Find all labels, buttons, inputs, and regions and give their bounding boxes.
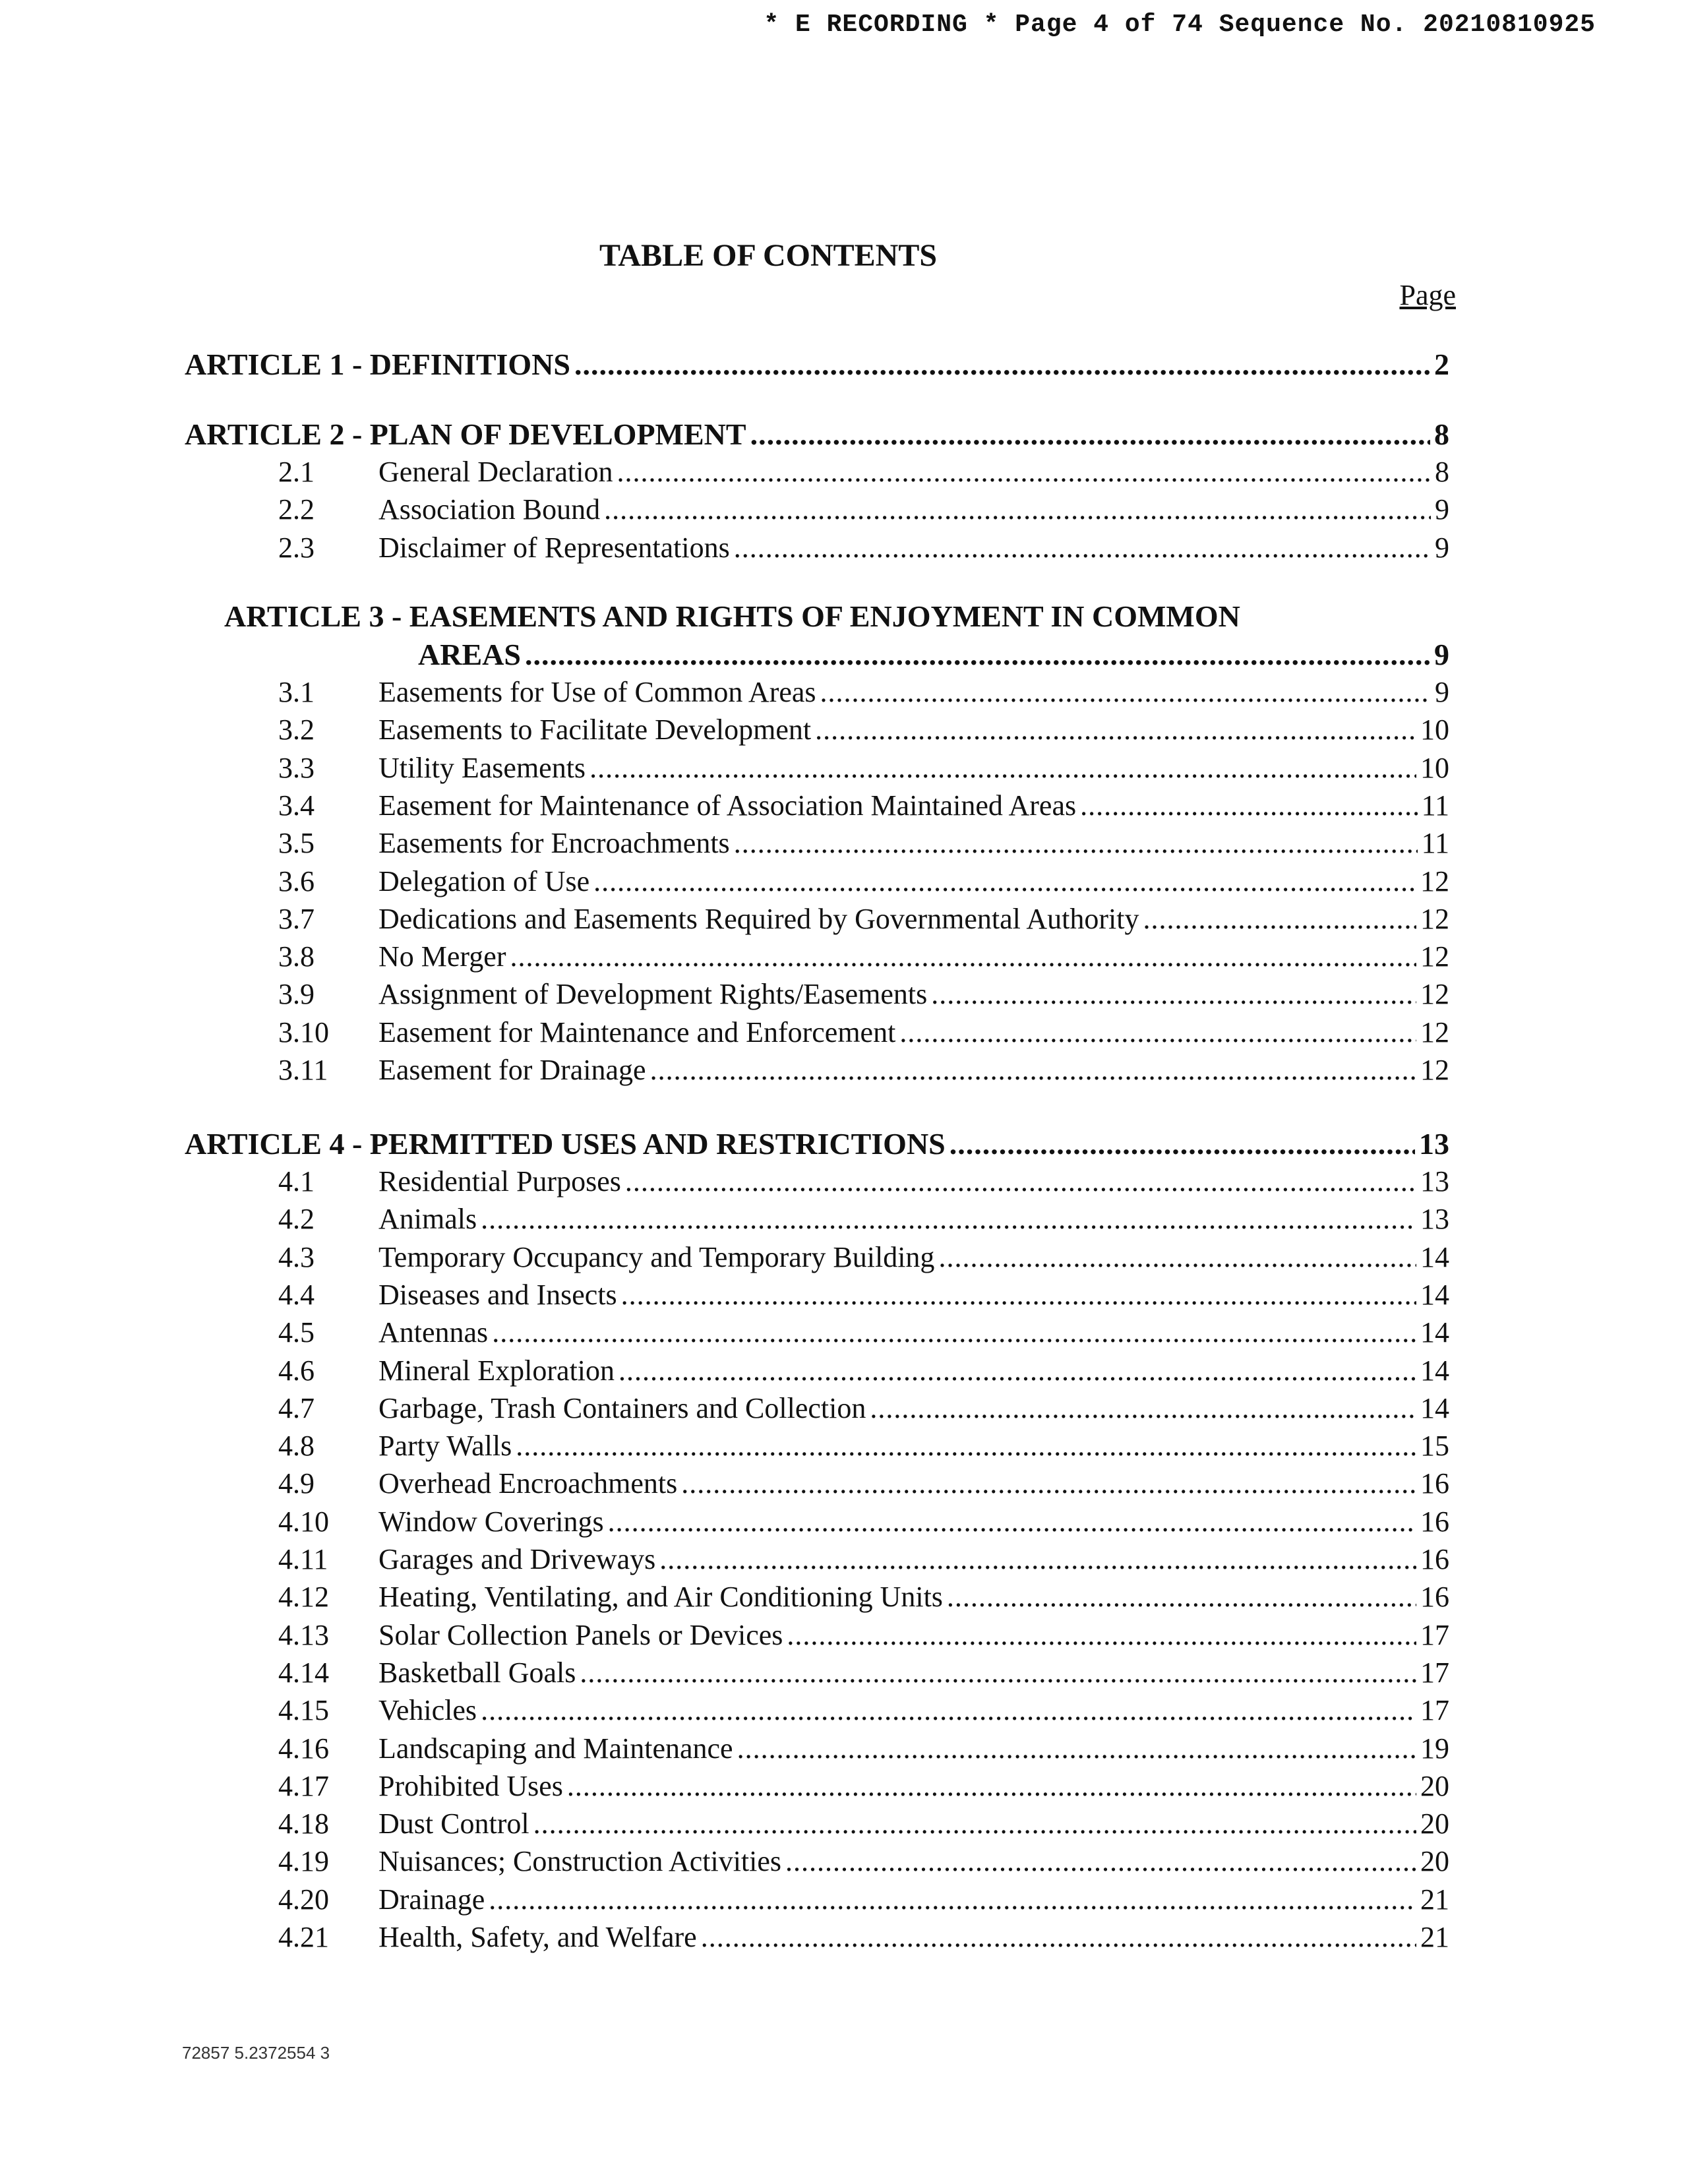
article-page-number: 9 [1434, 638, 1449, 671]
toc-section-row[interactable] [278, 1391, 1449, 1424]
article-title: ARTICLE 2 - PLAN OF DEVELOPMENT [185, 417, 746, 451]
dot-leader [870, 1394, 1416, 1423]
dot-leader [510, 942, 1416, 971]
section-page-number: 17 [1420, 1656, 1449, 1689]
section-number: 4.12 [278, 1581, 329, 1614]
toc-section-row[interactable] [278, 940, 1449, 973]
toc-section-row[interactable] [278, 1240, 1449, 1273]
dot-leader [899, 1018, 1416, 1047]
section-title: Easement for Drainage [378, 1054, 646, 1086]
toc-section-row[interactable] [278, 864, 1449, 897]
dot-leader [533, 1809, 1416, 1838]
section-number: 4.1 [278, 1165, 315, 1198]
section-number: 4.11 [278, 1543, 328, 1575]
section-page-number: 11 [1421, 827, 1449, 860]
toc-section-row[interactable] [278, 902, 1449, 935]
section-number: 3.1 [278, 676, 315, 708]
dot-leader [481, 1205, 1416, 1234]
section-number: 4.19 [278, 1845, 329, 1878]
section-number: 4.21 [278, 1921, 329, 1953]
dot-leader [931, 980, 1416, 1009]
section-number: 3.10 [278, 1016, 329, 1048]
section-page-number: 12 [1420, 1016, 1449, 1048]
toc-article-heading[interactable] [185, 419, 1449, 450]
section-page-number: 12 [1420, 864, 1449, 897]
toc-article-heading-cont[interactable] [418, 640, 1449, 670]
dot-leader [750, 419, 1430, 450]
section-page-number: 21 [1420, 1883, 1449, 1916]
dot-leader [734, 533, 1431, 562]
toc-section-row[interactable] [278, 1618, 1449, 1651]
toc-article-heading[interactable] [224, 601, 1240, 632]
toc-section-row[interactable] [278, 1203, 1449, 1236]
dot-leader [815, 715, 1416, 744]
dot-leader [1080, 791, 1418, 820]
section-number: 3.2 [278, 713, 315, 746]
section-page-number: 9 [1435, 531, 1449, 564]
dot-leader [681, 1469, 1416, 1498]
toc-section-row[interactable] [278, 1581, 1449, 1614]
dot-leader [525, 640, 1430, 670]
document-code: 72857 5.2372554 3 [182, 2043, 330, 2063]
dot-leader [737, 1734, 1416, 1763]
section-title: Garages and Driveways [378, 1543, 656, 1575]
section-number: 4.5 [278, 1316, 315, 1349]
page-title: TABLE OF CONTENTS [599, 238, 938, 273]
section-title: Party Walls [378, 1430, 512, 1463]
dot-leader [621, 1281, 1416, 1310]
toc-section-row[interactable] [278, 1505, 1449, 1538]
section-page-number: 16 [1420, 1581, 1449, 1614]
section-page-number: 16 [1420, 1467, 1449, 1500]
section-page-number: 11 [1421, 789, 1449, 822]
dot-leader [604, 495, 1431, 524]
section-title: Temporary Occupancy and Temporary Building [378, 1240, 935, 1273]
section-number: 3.6 [278, 864, 315, 897]
article-title-cont: AREAS [418, 638, 521, 671]
section-number: 4.13 [278, 1618, 329, 1651]
section-page-number: 12 [1420, 902, 1449, 935]
section-title: Easements for Use of Common Areas [378, 676, 816, 708]
toc-section-row[interactable] [278, 1278, 1449, 1311]
toc-section-row[interactable] [278, 751, 1449, 784]
article-title: ARTICLE 1 - DEFINITIONS [185, 348, 570, 381]
section-page-number: 16 [1420, 1543, 1449, 1575]
toc-section-row[interactable] [278, 1769, 1449, 1802]
dot-leader [618, 1356, 1416, 1385]
section-page-number: 13 [1420, 1203, 1449, 1236]
section-page-number: 20 [1420, 1845, 1449, 1878]
toc-section-row[interactable] [278, 676, 1449, 708]
section-page-number: 12 [1420, 940, 1449, 973]
section-title: Mineral Exploration [378, 1354, 615, 1387]
article-page-number: 8 [1434, 417, 1449, 451]
section-number: 3.7 [278, 902, 315, 935]
toc-section-row[interactable] [278, 1430, 1449, 1463]
dot-leader [580, 1658, 1416, 1687]
dot-leader [574, 349, 1430, 380]
section-number: 4.4 [278, 1278, 315, 1311]
section-title: Vehicles [378, 1694, 477, 1727]
section-number: 4.2 [278, 1203, 315, 1236]
toc-section-row[interactable] [278, 1467, 1449, 1500]
toc-section-row[interactable] [278, 1316, 1449, 1349]
section-page-number: 9 [1435, 493, 1449, 526]
section-number: 2.2 [278, 493, 315, 526]
toc-section-row[interactable] [278, 1656, 1449, 1689]
section-title: Diseases and Insects [378, 1278, 617, 1311]
section-number: 2.1 [278, 456, 315, 488]
section-title: Utility Easements [378, 751, 586, 784]
section-page-number: 14 [1420, 1354, 1449, 1387]
section-title: Antennas [378, 1316, 489, 1349]
section-number: 4.6 [278, 1354, 315, 1387]
section-title: Nuisances; Construction Activities [378, 1845, 782, 1878]
toc-section-row[interactable] [278, 978, 1449, 1011]
dot-leader [567, 1772, 1416, 1801]
section-number: 3.5 [278, 827, 315, 860]
toc-section-row[interactable] [278, 1054, 1449, 1086]
section-page-number: 14 [1420, 1316, 1449, 1349]
dot-leader [516, 1432, 1416, 1461]
section-title: Easements for Encroachments [378, 827, 730, 860]
section-number: 4.10 [278, 1505, 329, 1538]
section-page-number: 12 [1420, 1054, 1449, 1086]
dot-leader [820, 678, 1431, 707]
dot-leader [785, 1847, 1416, 1876]
section-title: Garbage, Trash Containers and Collection [378, 1391, 866, 1424]
section-number: 4.18 [278, 1807, 329, 1840]
section-number: 2.3 [278, 531, 315, 564]
section-number: 4.9 [278, 1467, 315, 1500]
section-number: 3.3 [278, 751, 315, 784]
dot-leader [947, 1583, 1416, 1612]
section-title: Residential Purposes [378, 1165, 621, 1198]
section-number: 4.3 [278, 1240, 315, 1273]
section-number: 3.11 [278, 1054, 328, 1086]
dot-leader [787, 1621, 1416, 1650]
toc-section-row[interactable] [278, 1845, 1449, 1878]
toc-section-row[interactable] [278, 1732, 1449, 1765]
toc-section-row[interactable] [278, 827, 1449, 860]
toc-section-row[interactable] [278, 531, 1449, 564]
section-page-number: 14 [1420, 1391, 1449, 1424]
section-title: Dedications and Easements Required by Governmental Authority [378, 902, 1139, 935]
page-column-label: Page [1399, 279, 1456, 311]
section-number: 4.20 [278, 1883, 329, 1916]
section-page-number: 20 [1420, 1807, 1449, 1840]
dot-leader [701, 1923, 1416, 1952]
section-page-number: 14 [1420, 1278, 1449, 1311]
section-number: 4.15 [278, 1694, 329, 1727]
toc-section-row[interactable] [278, 1543, 1449, 1575]
dot-leader [734, 829, 1418, 858]
section-page-number: 21 [1420, 1921, 1449, 1953]
section-page-number: 19 [1420, 1732, 1449, 1765]
recording-stamp: * E RECORDING * Page 4 of 74 Sequence No. 20210810925 [764, 11, 1596, 39]
section-title: Prohibited Uses [378, 1769, 563, 1802]
section-page-number: 8 [1435, 456, 1449, 488]
toc-section-row[interactable] [278, 1694, 1449, 1727]
section-page-number: 13 [1420, 1165, 1449, 1198]
dot-leader [650, 1056, 1416, 1085]
section-number: 4.16 [278, 1732, 329, 1765]
dot-leader [938, 1243, 1416, 1272]
section-title: Window Coverings [378, 1505, 604, 1538]
section-page-number: 17 [1420, 1694, 1449, 1727]
section-number: 4.17 [278, 1769, 329, 1802]
section-page-number: 15 [1420, 1430, 1449, 1463]
toc-section-row[interactable] [278, 1883, 1449, 1916]
section-title: General Declaration [378, 456, 613, 488]
section-title: Basketball Goals [378, 1656, 576, 1689]
section-page-number: 9 [1435, 676, 1449, 708]
dot-leader [625, 1167, 1416, 1196]
article-title: ARTICLE 4 - PERMITTED USES AND RESTRICTIONS [185, 1127, 946, 1161]
dot-leader [617, 458, 1431, 487]
section-number: 4.14 [278, 1656, 329, 1689]
section-page-number: 10 [1420, 751, 1449, 784]
toc-section-row[interactable] [278, 1354, 1449, 1387]
section-page-number: 14 [1420, 1240, 1449, 1273]
dot-leader [659, 1545, 1416, 1574]
section-title: Association Bound [378, 493, 601, 526]
dot-leader [481, 1696, 1416, 1725]
section-title: No Merger [378, 940, 506, 973]
section-title: Overhead Encroachments [378, 1467, 678, 1500]
toc-section-row[interactable] [278, 493, 1449, 526]
section-title: Easements to Facilitate Development [378, 713, 812, 746]
section-title: Assignment of Development Rights/Easements [378, 978, 928, 1011]
dot-leader [608, 1507, 1416, 1536]
toc-section-row[interactable] [278, 456, 1449, 488]
section-title: Easement for Maintenance and Enforcement [378, 1016, 896, 1048]
section-page-number: 16 [1420, 1505, 1449, 1538]
toc-section-row[interactable] [278, 1165, 1449, 1198]
section-title: Landscaping and Maintenance [378, 1732, 733, 1765]
dot-leader [1143, 905, 1417, 934]
toc-article-heading[interactable] [185, 1129, 1449, 1159]
toc-section-row[interactable] [278, 1921, 1449, 1953]
section-page-number: 20 [1420, 1769, 1449, 1802]
section-title: Easement for Maintenance of Association Maintained Areas [378, 789, 1077, 822]
article-title: ARTICLE 3 - EASEMENTS AND RIGHTS OF ENJOYMENT IN COMMON [224, 599, 1240, 633]
section-number: 4.7 [278, 1391, 315, 1424]
section-title: Dust Control [378, 1807, 529, 1840]
toc-section-row[interactable] [278, 1016, 1449, 1048]
toc-section-row[interactable] [278, 1807, 1449, 1840]
section-page-number: 10 [1420, 713, 1449, 746]
dot-leader [593, 867, 1416, 896]
dot-leader [489, 1885, 1416, 1914]
section-page-number: 12 [1420, 978, 1449, 1011]
section-number: 4.8 [278, 1430, 315, 1463]
section-title: Solar Collection Panels or Devices [378, 1618, 783, 1651]
toc-section-row[interactable] [278, 713, 1449, 746]
dot-leader [492, 1318, 1416, 1347]
article-page-number: 2 [1434, 348, 1449, 381]
section-title: Animals [378, 1203, 477, 1236]
section-number: 3.9 [278, 978, 315, 1011]
section-page-number: 17 [1420, 1618, 1449, 1651]
dot-leader [589, 754, 1416, 783]
section-title: Heating, Ventilating, and Air Conditioning Units [378, 1581, 943, 1614]
section-title: Delegation of Use [378, 864, 590, 897]
section-number: 3.8 [278, 940, 315, 973]
article-page-number: 13 [1419, 1127, 1449, 1161]
dot-leader [950, 1129, 1415, 1159]
toc-section-row[interactable] [278, 789, 1449, 822]
section-title: Health, Safety, and Welfare [378, 1921, 697, 1953]
section-number: 3.4 [278, 789, 315, 822]
toc-article-heading[interactable] [185, 349, 1449, 380]
section-title: Disclaimer of Representations [378, 531, 730, 564]
section-title: Drainage [378, 1883, 485, 1916]
